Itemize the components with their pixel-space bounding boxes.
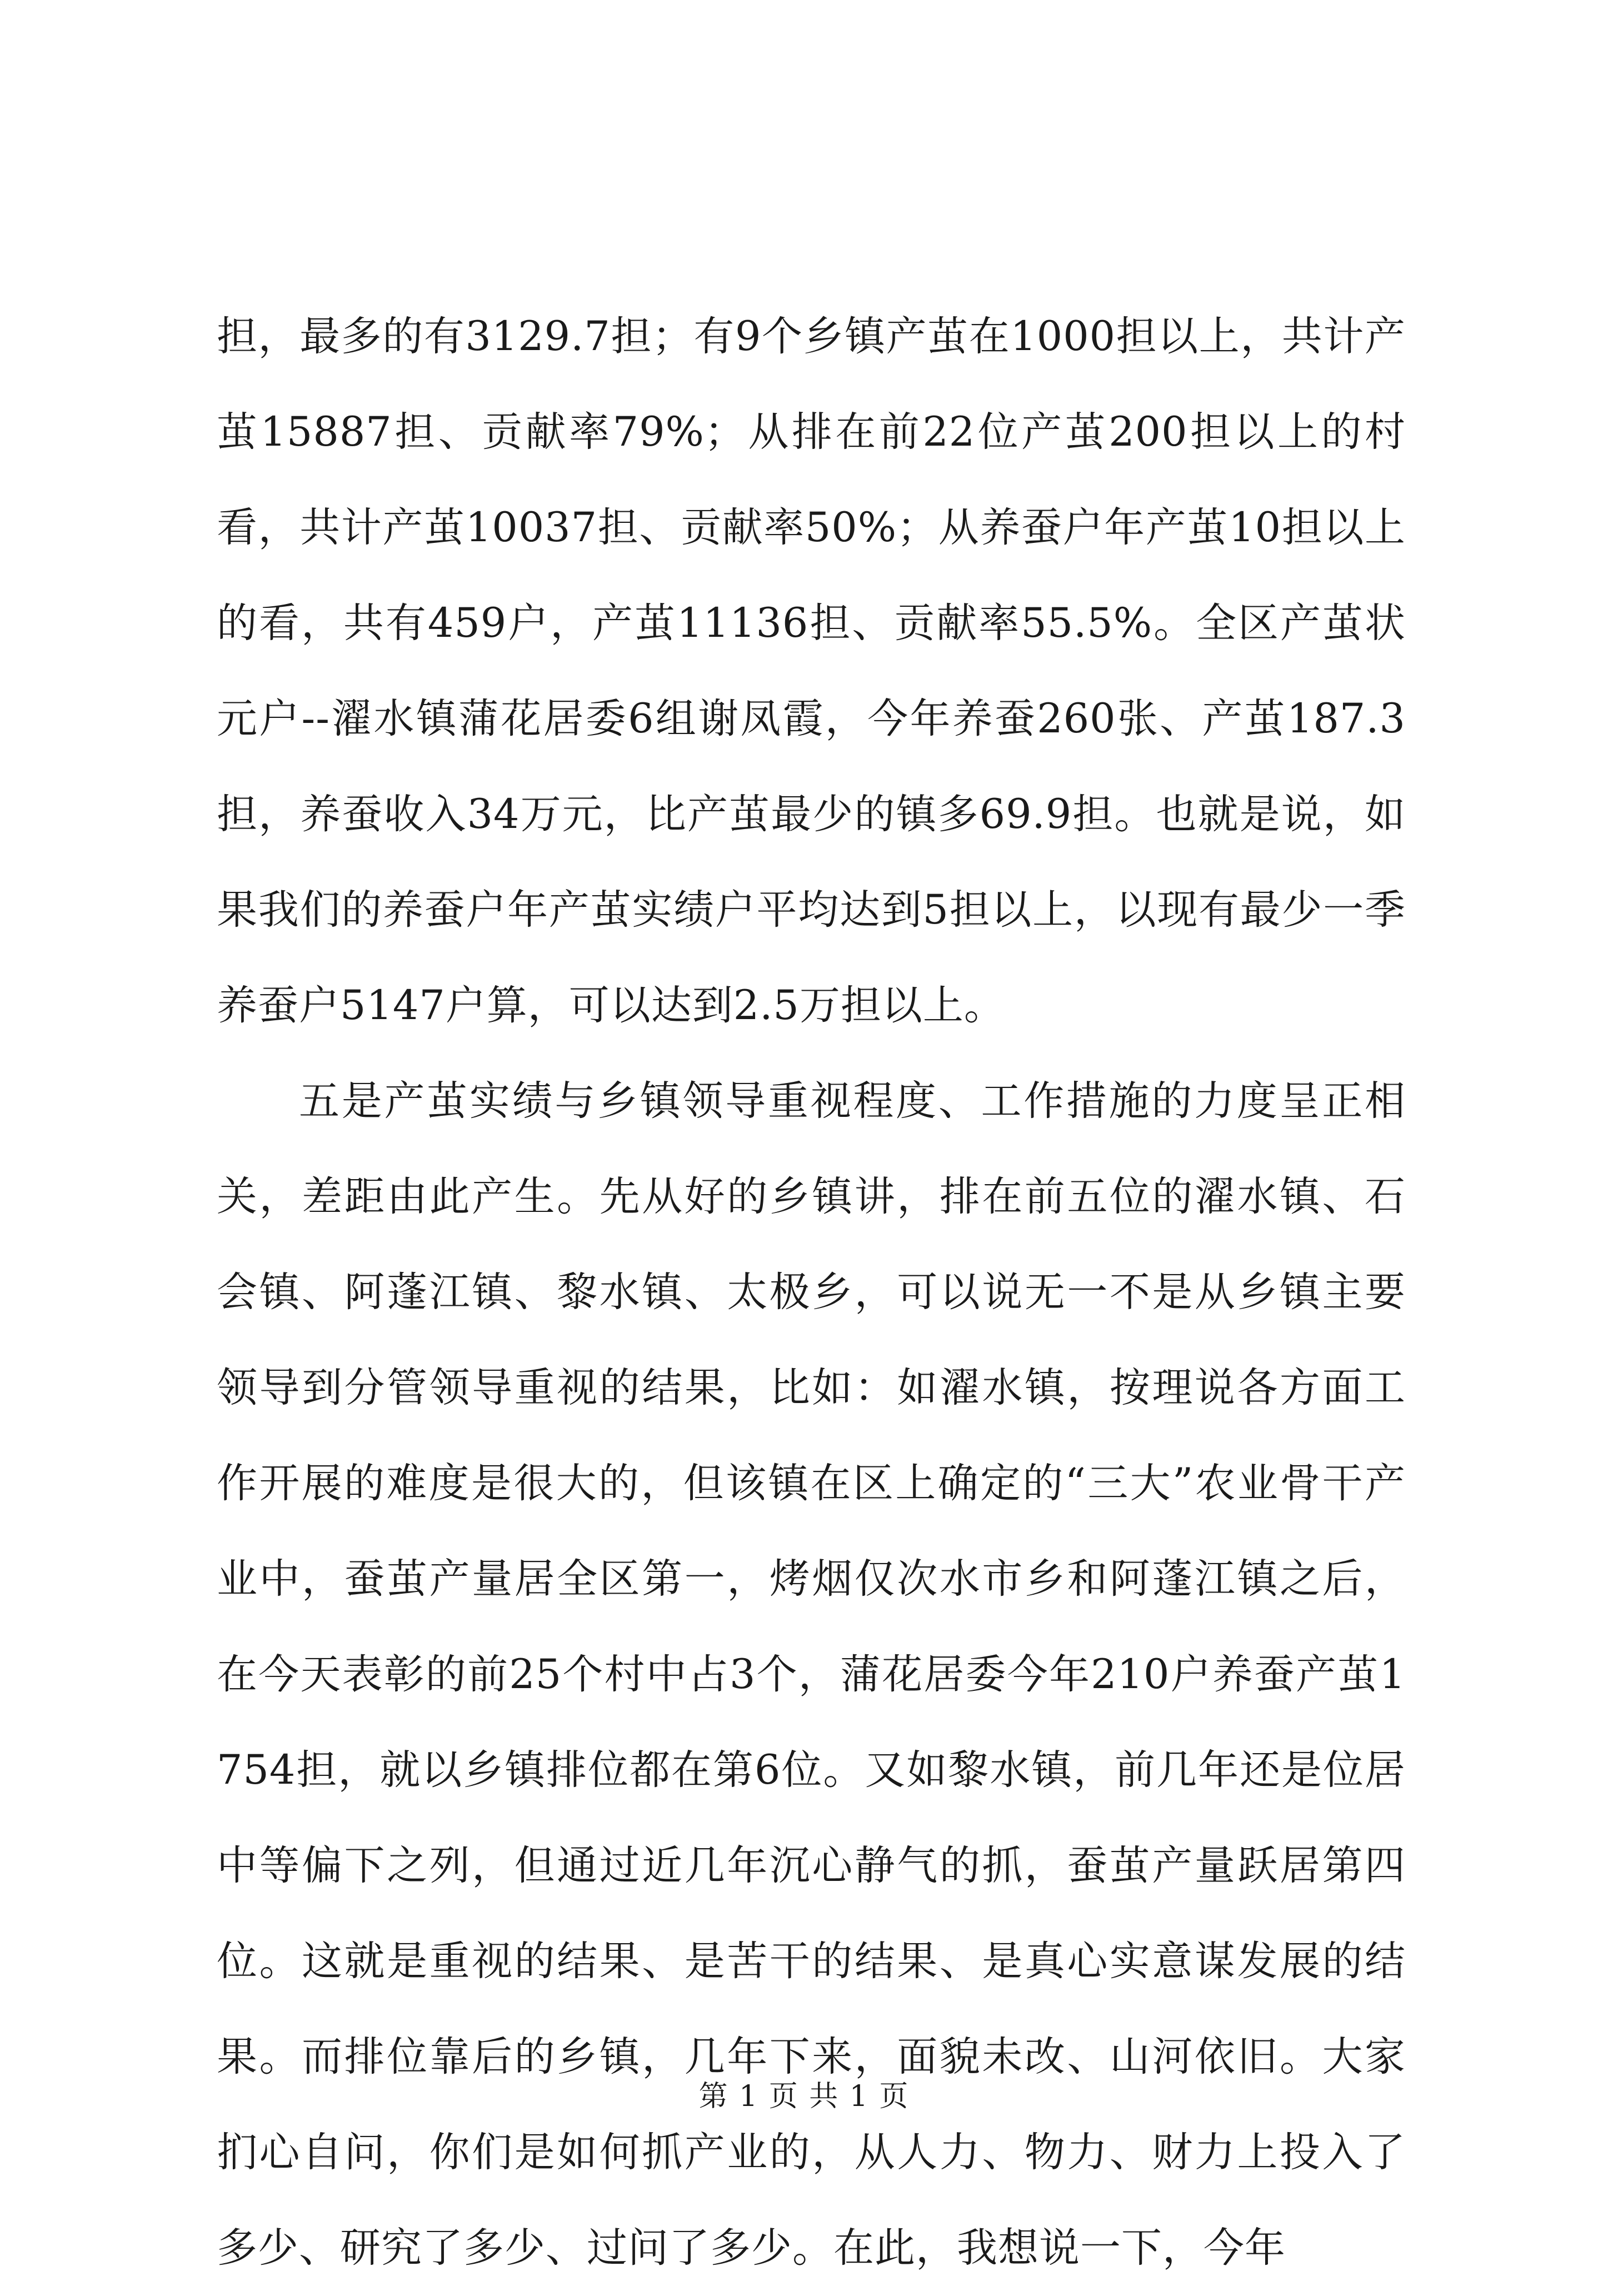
document-body (217, 289, 1406, 2296)
page-footer: 第 1 页 共 1 页 (698, 2080, 910, 2113)
paragraph-point-five: 五是产茧实绩与乡镇领导重视程度、工作措施的力度呈正相关，差距由此产生。先从好的乡镇讲，排在前五位的濯水镇、石会镇、阿蓬江镇、黎水镇、太极乡，可以说无一不是从乡镇主要领导到分管领导重视的结果，比如：如濯水镇，按理说各方面工作开展的难度是很大的，但该镇在区上确定的“三大”农业骨干产业中，蚕茧产量居全区第一，烤烟仅次水市乡和阿蓬江镇之后，在今天表彰的前25个村中占3个，蒲花居委今年210户养蚕产茧1754担，就以乡镇排位都在第6位。又如黎水镇，前几年还是位居中等偏下之列，但通过近几年沉心静气的抓，蚕茧产量跃居第四位。这就是重视的结果、是苦干的结果、是真心实意谋发展的结果。而排位靠后的乡镇，几年下来，面貌未改、山河依旧。大家扪心自问，你们是如何抓产业的，从人力、物力、财力上投入了多少、研究了多少、过问了多少。在此，我想说一下，今年 (217, 1077, 1406, 2272)
paragraph-statistics: 担，最多的有3129.7担；有9个乡镇产茧在1000担以上，共计产茧15887担、贡献率79%；从排在前22位产茧200担以上的村看，共计产茧10037担、贡献率50%；从养蚕户年产茧10担以上的看，共有459户，产茧11136担、贡献率55.5%。全区产茧状元户--濯水镇蒲花居委6组谢凤霞，今年养蚕260张、产茧187.3担，养蚕收入34万元，比产茧最少的镇多69.9担。也就是说，如果我们的养蚕户年产茧实绩户平均达到5担以上，以现有最少一季养蚕户5147户算，可以达到2.5万担以上。 (217, 313, 1406, 1029)
